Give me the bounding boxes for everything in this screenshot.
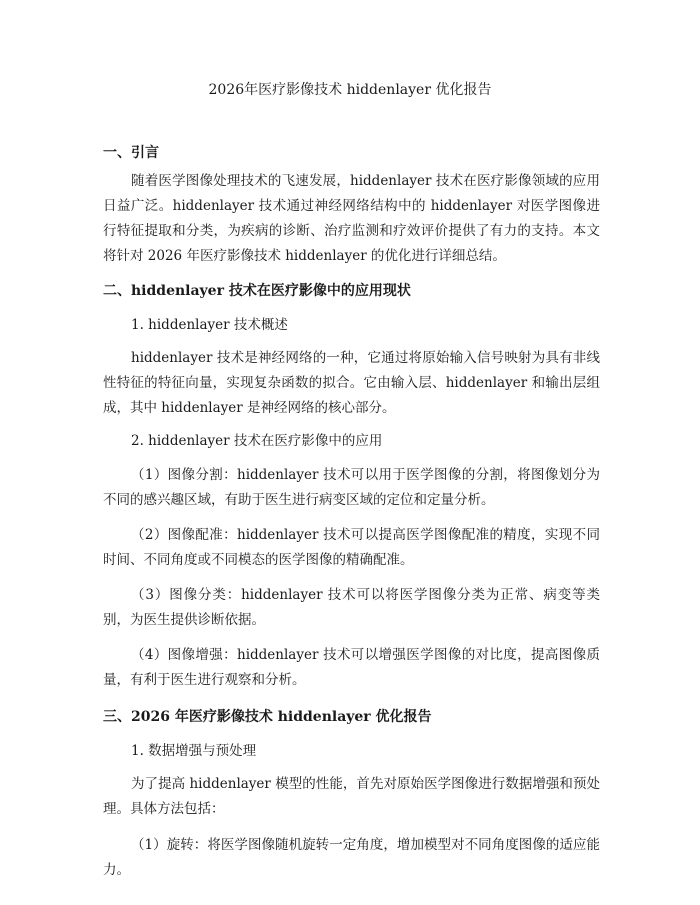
application-item-registration: （2）图像配准：hiddenlayer 技术可以提高医学图像配准的精度，实现不同时间、不同角度或不同模态的医学图像的精确配准。 — [103, 527, 600, 568]
document-body — [103, 143, 600, 883]
augmentation-paragraph: 为了提高 hiddenlayer 模型的性能，首先对原始医学图像进行数据增强和预处理。具体方法包括： — [103, 776, 600, 817]
subsection-heading-overview: 1. hiddenlayer 技术概述 — [131, 317, 288, 333]
section-heading-introduction: 一、引言 — [103, 145, 159, 161]
section-heading-application-status: 二、hiddenlayer 技术在医疗影像中的应用现状 — [103, 283, 411, 299]
section-heading-optimization-report: 三、2026 年医疗影像技术 hiddenlayer 优化报告 — [103, 709, 432, 725]
augmentation-item-rotation: （1）旋转：将医学图像随机旋转一定角度，增加模型对不同角度图像的适应能力。 — [103, 837, 600, 878]
introduction-paragraph: 随着医学图像处理技术的飞速发展，hiddenlayer 技术在医疗影像领域的应用日益广泛。hiddenlayer 技术通过神经网络结构中的 hiddenlayer 对医学图像进行特征提取和分类，为疾病的诊断、治疗监测和疗效评价提供了有力的支持。本文将针对 2026 年医疗影像技术 hiddenlayer 的优化进行详细总结。 — [103, 173, 600, 264]
application-item-enhancement: （4）图像增强：hiddenlayer 技术可以增强医学图像的对比度，提高图像质量，有利于医生进行观察和分析。 — [103, 647, 600, 688]
subsection-heading-data-augmentation: 1. 数据增强与预处理 — [131, 743, 257, 759]
application-item-segmentation: （1）图像分割：hiddenlayer 技术可以用于医学图像的分割，将图像划分为不同的感兴趣区域，有助于医生进行病变区域的定位和定量分析。 — [103, 467, 600, 508]
application-item-classification: （3）图像分类：hiddenlayer 技术可以将医学图像分类为正常、病变等类别，为医生提供诊断依据。 — [103, 587, 600, 628]
subsection-heading-applications: 2. hiddenlayer 技术在医疗影像中的应用 — [131, 433, 383, 449]
overview-paragraph: hiddenlayer 技术是神经网络的一种，它通过将原始输入信号映射为具有非线性特征的特征向量，实现复杂函数的拟合。它由输入层、hiddenlayer 和输出层组成，其中 hiddenlayer 是神经网络的核心部分。 — [103, 350, 600, 416]
document-title: 2026年医疗影像技术 hiddenlayer 优化报告 — [208, 82, 492, 98]
